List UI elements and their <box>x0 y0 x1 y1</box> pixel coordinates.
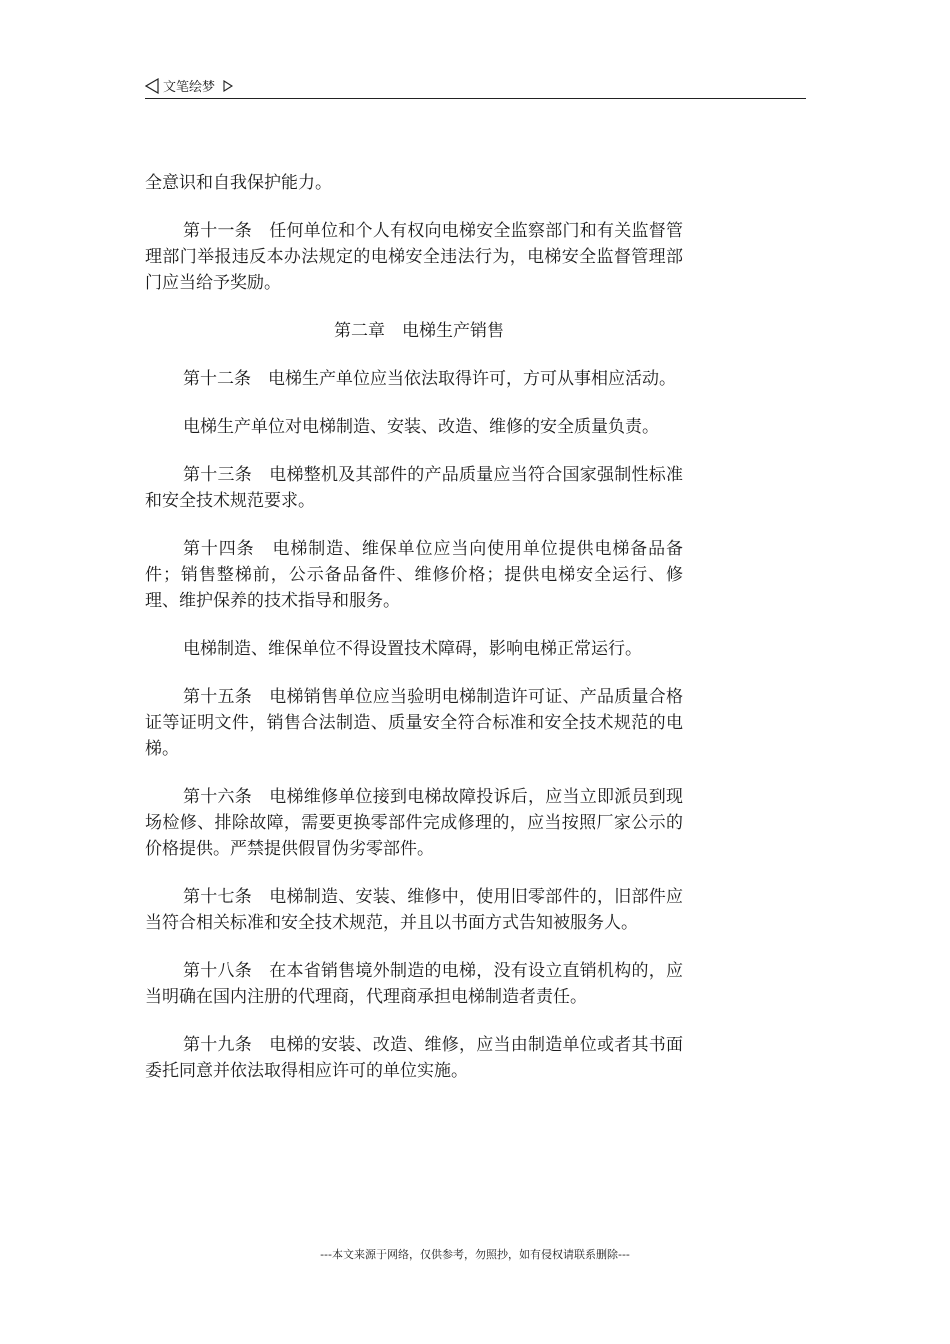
article-11: 第十一条 任何单位和个人有权向电梯安全监察部门和有关监督管理部门举报违反本办法规定的电梯安全违法行为，电梯安全监督管理部门应当给予奖励。 <box>145 221 683 293</box>
chapter-heading: 第二章 电梯生产销售 <box>334 321 504 341</box>
page-header <box>145 74 806 99</box>
article-13: 第十三条 电梯整机及其部件的产品质量应当符合国家强制性标准和安全技术规范要求。 <box>145 465 683 511</box>
left-triangle-icon <box>145 78 159 94</box>
footer-notice: ---本文来源于网络，仅供参考，勿照抄，如有侵权请联系删除--- <box>320 1248 630 1261</box>
right-triangle-icon <box>223 80 233 92</box>
article-16: 第十六条 电梯维修单位接到电梯故障投诉后，应当立即派员到现场检修、排除故障，需要更换零部件完成修理的，应当按照厂家公示的价格提供。严禁提供假冒伪劣零部件。 <box>145 787 683 859</box>
brand-text: 文笔绘梦 <box>163 80 216 95</box>
paragraph: 全意识和自我保护能力。 <box>145 173 332 193</box>
article-12: 第十二条 电梯生产单位应当依法取得许可，方可从事相应活动。 <box>183 369 676 389</box>
article-15: 第十五条 电梯销售单位应当验明电梯制造许可证、产品质量合格证等证明文件，销售合法制造、质量安全符合标准和安全技术规范的电梯。 <box>145 687 683 759</box>
article-17: 第十七条 电梯制造、安装、维修中，使用旧零部件的，旧部件应当符合相关标准和安全技术规范，并且以书面方式告知被服务人。 <box>145 887 683 933</box>
document-body <box>145 170 683 1084</box>
header-brand <box>145 76 233 95</box>
paragraph: 电梯制造、维保单位不得设置技术障碍，影响电梯正常运行。 <box>183 639 642 659</box>
article-14: 第十四条 电梯制造、维保单位应当向使用单位提供电梯备品备件；销售整梯前，公示备品备件、维修价格；提供电梯安全运行、修理、维护保养的技术指导和服务。 <box>145 539 683 611</box>
article-18: 第十八条 在本省销售境外制造的电梯，没有设立直销机构的，应当明确在国内注册的代理商，代理商承担电梯制造者责任。 <box>145 961 683 1007</box>
article-19: 第十九条 电梯的安装、改造、维修，应当由制造单位或者其书面委托同意并依法取得相应许可的单位实施。 <box>145 1035 683 1081</box>
paragraph: 电梯生产单位对电梯制造、安装、改造、维修的安全质量负责。 <box>183 417 659 437</box>
